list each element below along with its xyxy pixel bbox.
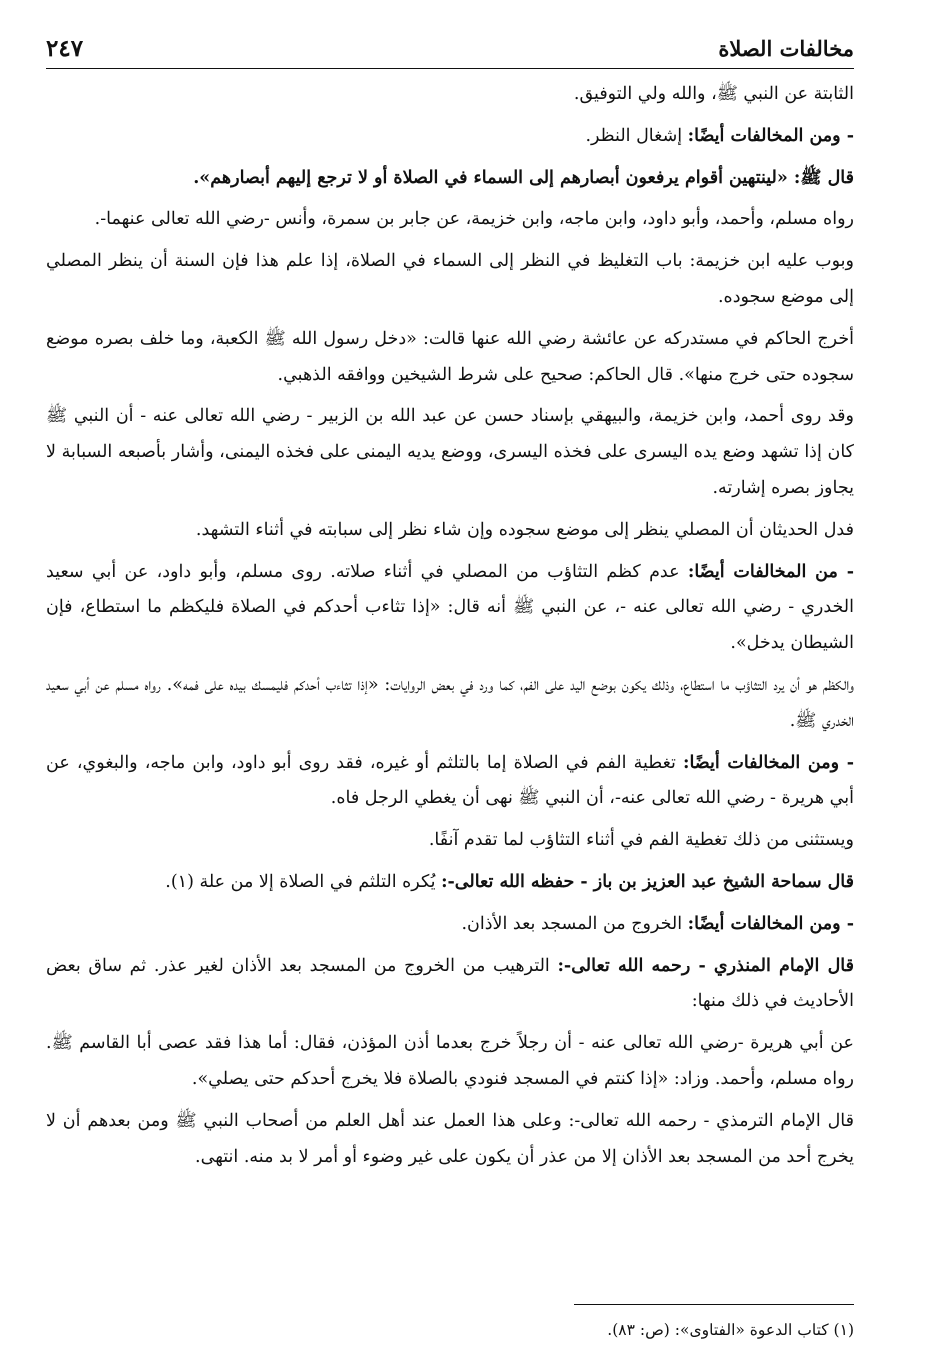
paragraph-lead: - من المخالفات أيضًا:: [687, 561, 854, 582]
paragraph: قال سماحة الشيخ عبد العزيز بن باز - حفظه الله تعالى-: يُكره التلثم في الصلاة إلا من علة (١).: [165, 871, 854, 892]
footnote-divider: [574, 1304, 854, 1305]
paragraph: أخرج الحاكم في مستدركه عن عائشة رضي الله عنها قالت: «دخل رسول الله ﷺ الكعبة، وما خلف بصره موضع سجوده حتى خرج منها». قال الحاكم: صحيح على شرط الشيخين ووافقه الذهبي.: [46, 328, 854, 385]
paragraph: رواه مسلم، وأحمد، وأبو داود، وابن ماجه، وابن خزيمة، عن جابر بن سمرة، وأنس -رضي الله تعالى عنهما-.: [94, 209, 854, 230]
paragraph-lead: - ومن المخالفات أيضًا:: [687, 125, 854, 146]
footnote: (١) كتاب الدعوة «الفتاوى»: (ص: ٨٣).: [607, 1321, 854, 1339]
paragraph: - ومن المخالفات أيضًا: إشغال النظر.: [585, 125, 854, 146]
paragraph: والكظم هو أن يرد التثاؤب ما استطاع، وذلك يكون بوضع اليد على الفم، كما ورد في بعض الروايات: «إذا تثاءب أحدكم فليمسك بيده على فمه». رواه مسلم عن أبي سعيد الخدري ﷺ.: [46, 674, 854, 731]
paragraph-lead: - ومن المخالفات أيضًا:: [683, 752, 854, 773]
paragraph: وقد روى أحمد، وابن خزيمة، والبيهقي بإسناد حسن عن عبد الله بن الزبير - رضي الله تعالى عنه - أن النبي ﷺ كان إذا تشهد وضع يده اليسرى على فخذه اليسرى، ووضع يديه اليمنى على فخذه اليمنى، وأشار بأصبعه السبابة لا يجاوز بصره إشارته.: [46, 406, 854, 498]
page-body: [46, 77, 854, 1175]
paragraph-lead: قال سماحة الشيخ عبد العزيز بن باز - حفظه الله تعالى-:: [441, 871, 854, 892]
page-number: ٢٤٧: [46, 34, 84, 62]
paragraph: قال الإمام الترمذي - رحمه الله تعالى-: وعلى هذا العمل عند أهل العلم من أصحاب النبي ﷺ ومن بعدهم أن لا يخرج أحد من المسجد بعد الأذان إلا من عذر أن يكون على غير وضوء أو أمر لا بد منه. انتهى.: [46, 1110, 854, 1167]
paragraph-lead: - ومن المخالفات أيضًا:: [687, 913, 854, 934]
paragraph: - ومن المخالفات أيضًا: الخروج من المسجد بعد الأذان.: [461, 913, 854, 934]
running-head: [46, 28, 854, 69]
paragraph: - ومن المخالفات أيضًا: تغطية الفم في الصلاة إما بالتلثم أو غيره، فقد روى أبو داود، وابن ماجه، والبغوي، عن أبي هريرة - رضي الله تعالى عنه-، أن النبي ﷺ نهى أن يغطي الرجل فاه.: [46, 752, 854, 809]
paragraph: الثابتة عن النبي ﷺ، والله ولي التوفيق.: [573, 84, 854, 104]
hadith-quote: قال ﷺ: «لينتهين أقوام يرفعون أبصارهم إلى السماء في الصلاة أو لا ترجع إليهم أبصارهم».: [193, 167, 854, 188]
paragraph: عن أبي هريرة -رضي الله تعالى عنه - أن رجلاً خرج بعدما أذن المؤذن، فقال: أما هذا فقد عصى أبا القاسم ﷺ. رواه مسلم، وأحمد. وزاد: «إذا كنتم في المسجد فنودي بالصلاة فلا يخرج أحدكم حتى يصلي».: [46, 1033, 854, 1089]
paragraph: وبوب عليه ابن خزيمة: باب التغليظ في النظر إلى السماء في الصلاة، إذا علم هذا فإن السنة أن ينظر المصلي إلى موضع سجوده.: [46, 251, 854, 307]
chapter-title: مخالفات الصلاة: [718, 35, 854, 61]
paragraph: ويستثنى من ذلك تغطية الفم في أثناء التثاؤب لما تقدم آنفًا.: [428, 830, 854, 851]
paragraph: قال الإمام المنذري - رحمه الله تعالى-: الترهيب من الخروج من المسجد بعد الأذان لغير عذر. ثم ساق بعض الأحاديث في ذلك منها:: [46, 955, 855, 1012]
paragraph-lead: قال الإمام المنذري - رحمه الله تعالى-:: [557, 955, 855, 976]
paragraph: - من المخالفات أيضًا: عدم كظم التثاؤب من المصلي في أثناء صلاته. روى مسلم، وأبو داود، عن أبي سعيد الخدري - رضي الله تعالى عنه -، عن النبي ﷺ أنه قال: «إذا تثاءب أحدكم في الصلاة فليكظم ما استطاع، فإن الشيطان يدخل».: [46, 561, 854, 654]
book-page: [46, 28, 854, 1348]
paragraph: فدل الحديثان أن المصلي ينظر إلى موضع سجوده وإن شاء نظر إلى سبابته في أثناء التشهد.: [195, 519, 854, 540]
